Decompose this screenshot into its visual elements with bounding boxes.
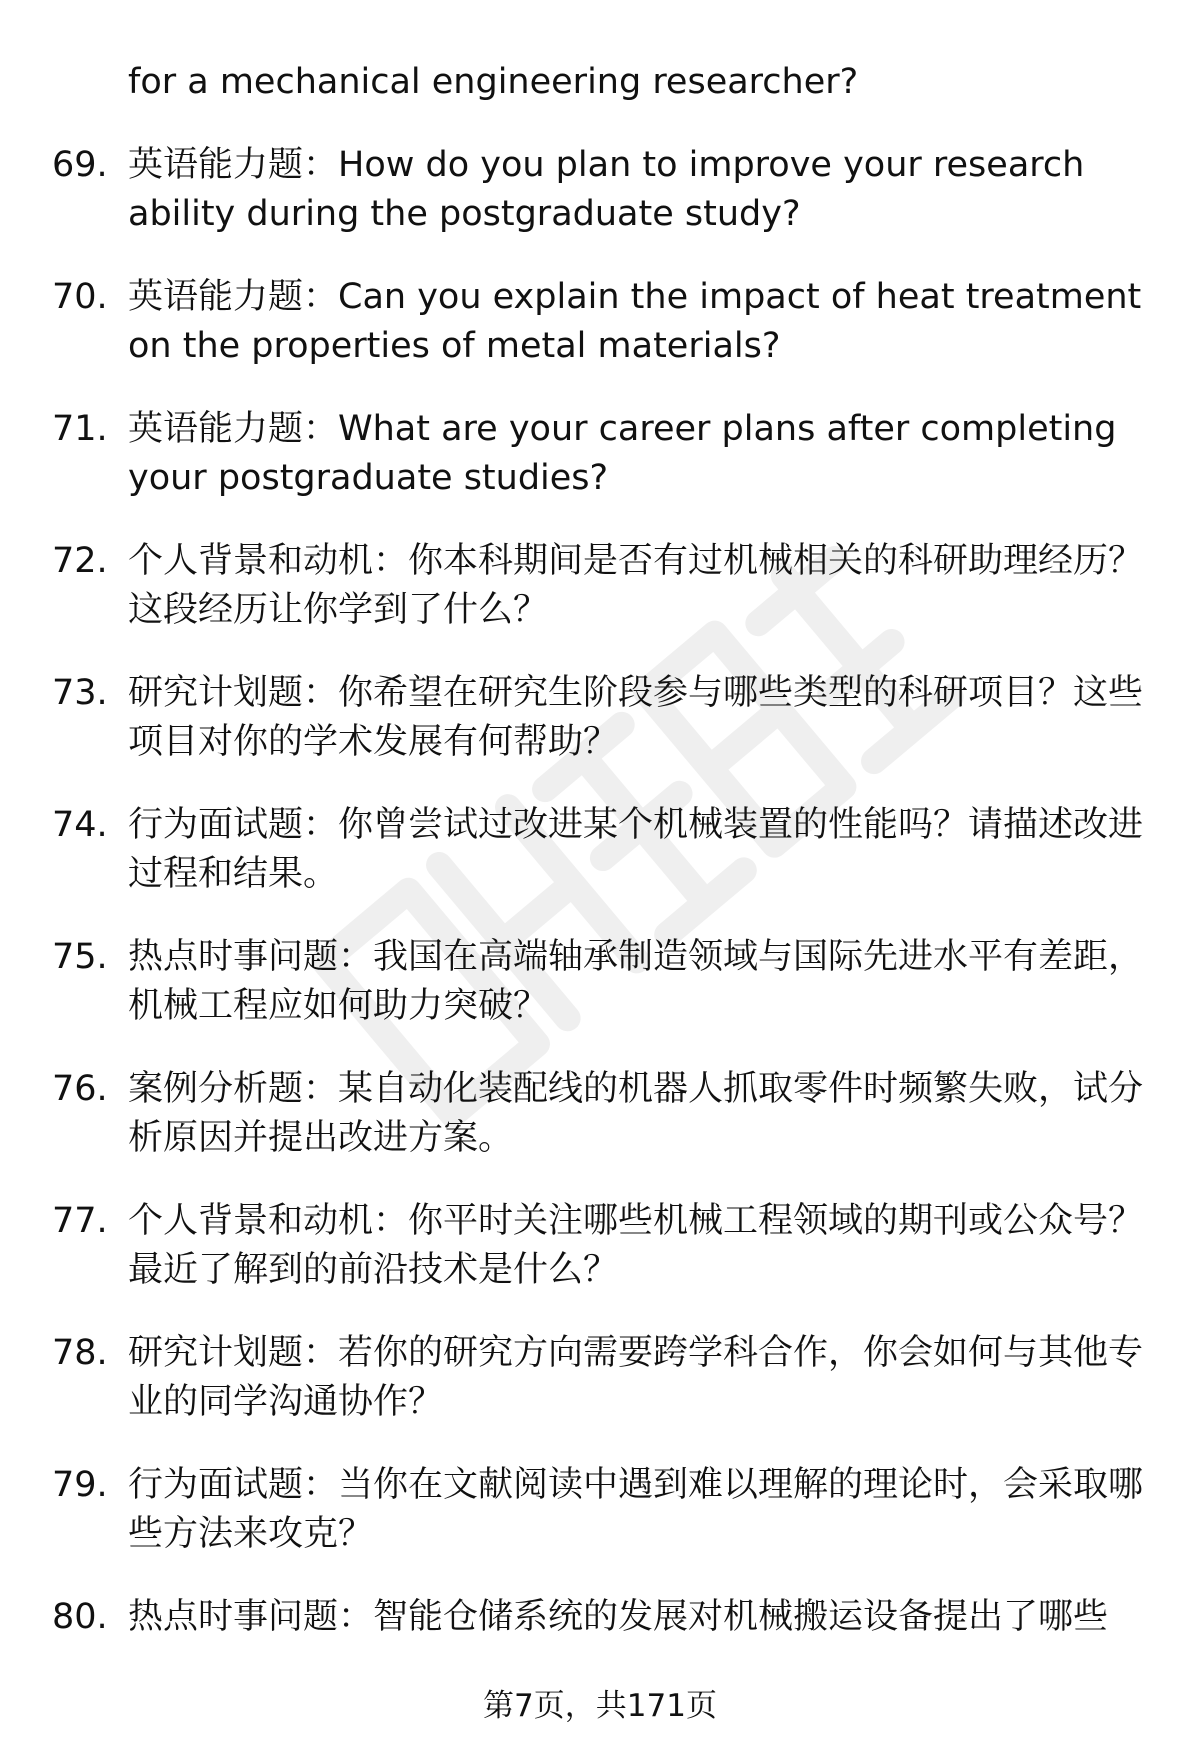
- question-text: 热点时事问题：我国在高端轴承制造领域与国际先进水平有差距，机械工程应如何助力突破？: [128, 937, 1144, 1026]
- question-item: [52, 537, 1152, 635]
- question-number: 69.: [52, 145, 108, 185]
- question-number: 72.: [52, 541, 108, 581]
- question-text: 行为面试题：当你在文献阅读中遇到难以理解的理论时，会采取哪些方法来攻克？: [128, 1465, 1144, 1554]
- question-number: 80.: [52, 1597, 108, 1637]
- question-number: 76.: [52, 1069, 108, 1109]
- question-text: 研究计划题：你希望在研究生阶段参与哪些类型的科研项目？这些项目对你的学术发展有何帮助？: [128, 673, 1144, 762]
- question-text: 个人背景和动机：你平时关注哪些机械工程领域的期刊或公众号？最近了解到的前沿技术是什么？: [128, 1201, 1144, 1290]
- question-number: 79.: [52, 1465, 108, 1505]
- question-item: [52, 405, 1152, 503]
- question-text: 英语能力题：Can you explain the impact of heat treatment on the properties of metal materials?: [128, 277, 1142, 366]
- question-text: 热点时事问题：智能仓储系统的发展对机械搬运设备提出了哪些: [128, 1597, 1109, 1637]
- question-item: [52, 669, 1152, 767]
- question-item: [52, 801, 1152, 899]
- question-number: 73.: [52, 673, 108, 713]
- question-item: [52, 1593, 1152, 1642]
- question-item: [52, 1461, 1152, 1559]
- question-text: 英语能力题：What are your career plans after completing your postgraduate studies?: [128, 409, 1117, 498]
- question-item: [52, 273, 1152, 371]
- question-text: 英语能力题：How do you plan to improve your research ability during the postgraduate study?: [128, 145, 1085, 234]
- question-text: for a mechanical engineering researcher?: [128, 62, 859, 102]
- question-text: 案例分析题：某自动化装配线的机器人抓取零件时频繁失败，试分析原因并提出改进方案。: [128, 1069, 1144, 1158]
- question-text: 研究计划题：若你的研究方向需要跨学科合作，你会如何与其他专业的同学沟通协作？: [128, 1333, 1144, 1422]
- question-item: [52, 1197, 1152, 1295]
- question-item: [52, 933, 1152, 1031]
- question-item: [52, 58, 1152, 107]
- question-number: 71.: [52, 409, 108, 449]
- question-number: 74.: [52, 805, 108, 845]
- page-footer: [0, 1680, 1200, 1725]
- question-item: [52, 141, 1152, 239]
- page-number-label: 第7页，共171页: [483, 1688, 717, 1724]
- question-text: 个人背景和动机：你本科期间是否有过机械相关的科研助理经历？这段经历让你学到了什么？: [128, 541, 1144, 630]
- question-text: 行为面试题：你曾尝试过改进某个机械装置的性能吗？请描述改进过程和结果。: [128, 805, 1144, 894]
- question-number: 70.: [52, 277, 108, 317]
- question-item: [52, 1329, 1152, 1427]
- question-number: 78.: [52, 1333, 108, 1373]
- question-item: [52, 1065, 1152, 1163]
- question-number: 77.: [52, 1201, 108, 1241]
- question-number: 75.: [52, 937, 108, 977]
- question-list: [52, 58, 1152, 1642]
